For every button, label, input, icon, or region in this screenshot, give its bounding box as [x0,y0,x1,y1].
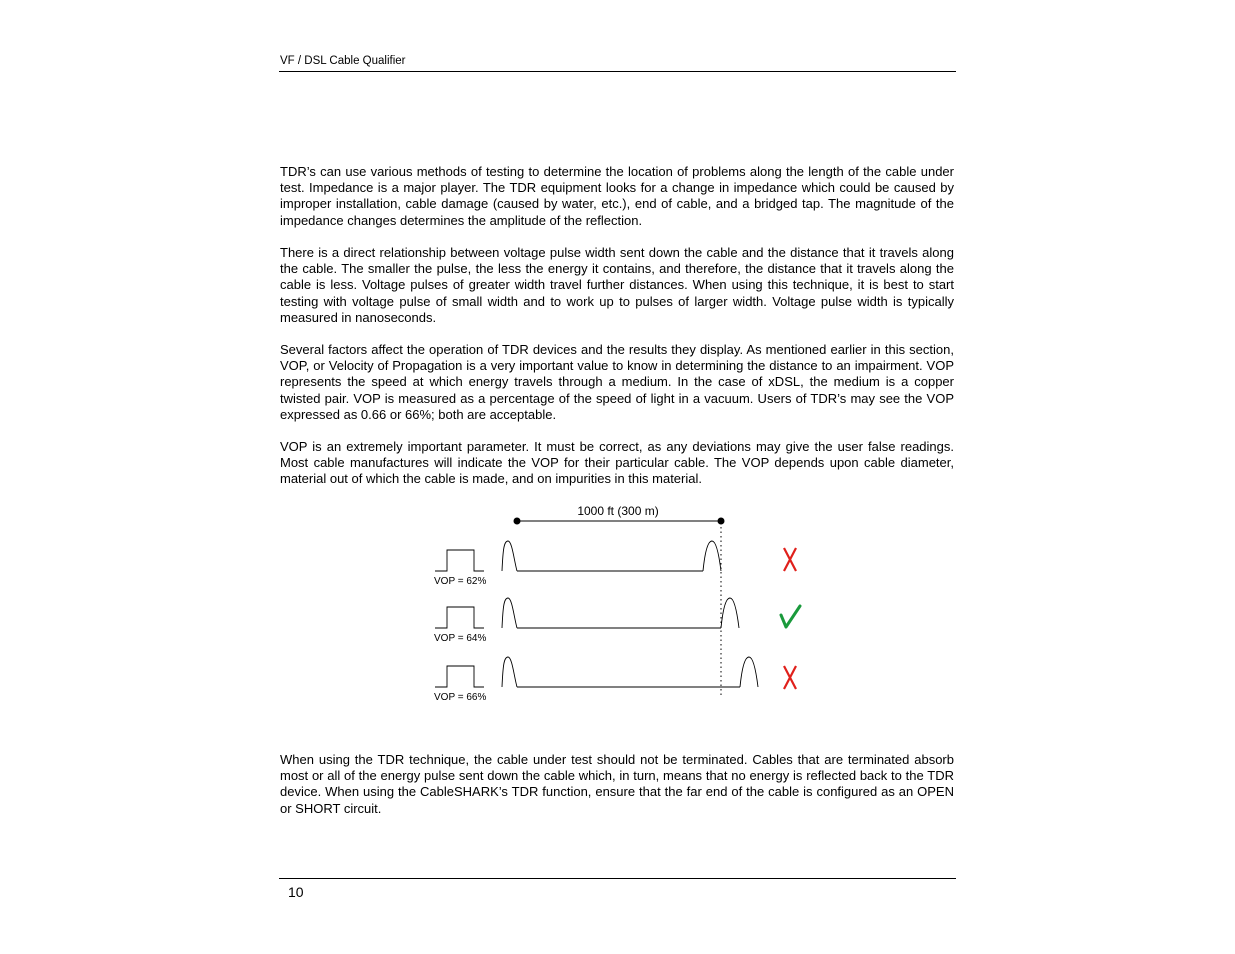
end-reflection [703,541,721,571]
vop-label: VOP = 62% [434,576,487,587]
footer-rule [279,878,956,879]
check-mark-icon [781,606,800,627]
page-number: 10 [288,884,304,900]
incident-reflection [502,541,517,571]
vop-label: VOP = 64% [434,633,487,644]
paragraph-vop-factors: Several factors affect the operation of TDR devices and the results they display. As mentioned earlier in this section, VOP, or Velocity of Propagation is a very important value to know in determining the distance to an impairment. VOP represents the speed at which energy travels through a medium. In the case of xDSL, the medium is a copper twisted pair. VOP is measured as a percentage of the speed of light in a vacuum. Users of TDR’s may see the VOP expressed as 0.66 or 66%; both are acceptable. [280,342,954,422]
vop-row-64 [434,598,800,644]
paragraph-vop-importance: VOP is an extremely important parameter. It must be correct, as any deviations may give the user false readings. Most cable manufactures will indicate the VOP for their particular cable. The VOP depends upon cable diameter, material out of which the cable is made, and on impurities in this material. [280,439,954,487]
dimension-start-dot [514,518,521,525]
vop-label: VOP = 66% [434,692,487,703]
pulse-shape [435,607,484,628]
distance-dimension [514,504,725,525]
header-rule [279,71,956,72]
paragraph-pulse-width: There is a direct relationship between voltage pulse width sent down the cable and the distance that it travels along the cable. The smaller the pulse, the less the energy it contains, and therefore, the distance that it travels along the cable is less. Voltage pulses of greater width travel further distances. When using this technique, it is best to start testing with voltage pulse of small width and to work up to pulses of larger width. Voltage pulse width is typically measured in nanoseconds. [280,245,954,325]
dimension-end-dot [718,518,725,525]
paragraph-impedance: TDR’s can use various methods of testing to determine the location of problems along the length of the cable under test. Impedance is a major player. The TDR equipment looks for a change in impedance which could be caused by improper installation, cable damage (caused by water, etc.), end of cable, and a bridged tap. The magnitude of the impedance changes determines the amplitude of the reflection. [280,164,954,228]
page-header-title: VF / DSL Cable Qualifier [280,55,406,67]
vop-reflection-diagram [420,500,820,710]
incident-reflection [502,657,517,687]
paragraph-termination: When using the TDR technique, the cable under test should not be terminated. Cables that are terminated absorb most or all of the energy pulse sent down the cable which, in turn, means that no energy is reflected back to the TDR device. When using the CableSHARK’s TDR function, ensure that the far end of the cable is configured as an OPEN or SHORT circuit. [280,752,954,816]
pulse-shape [435,550,484,571]
x-mark-icon [784,548,796,571]
vop-row-66 [434,657,796,703]
vop-row-62 [434,541,796,587]
incident-reflection [502,598,517,628]
distance-label: 1000 ft (300 m) [577,504,659,518]
end-reflection [740,657,758,687]
end-reflection [721,598,739,628]
x-mark-icon [784,666,796,689]
pulse-shape [435,666,484,687]
